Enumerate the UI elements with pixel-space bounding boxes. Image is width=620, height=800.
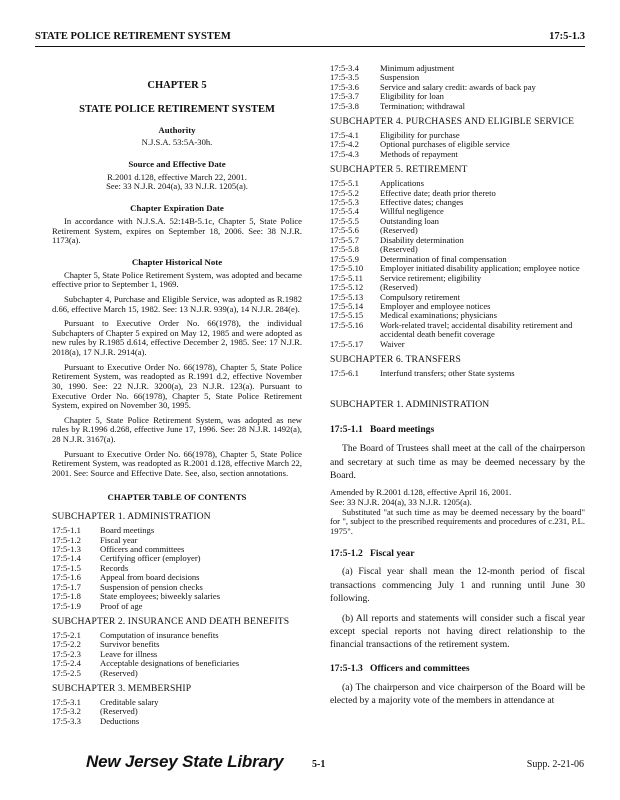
source-line-1: R.2001 d.128, effective March 22, 2001. [107, 171, 247, 182]
toc-section-number: 17:5-5.9 [330, 253, 359, 264]
history-paragraph: Subchapter 4, Purchase and Eligible Service, was adopted as R.1982 d.66, effective March 15, 1982. See: 13 N.J.R. 939(a), 14 N.J.R. 284(e). [52, 293, 302, 314]
toc-section-number: 17:5-1.3 [52, 543, 81, 554]
history-paragraph: Chapter 5, State Police Retirement System, was adopted as new rules by R.1996 d.268, effective June 17, 1996. See: 28 N.J.R. 1492(a), 28 N.J.R. 3167(a). [52, 414, 302, 444]
page-number: 5-1 [312, 759, 326, 770]
toc-section-number: 17:5-5.3 [330, 197, 359, 207]
toc-section-number: 17:5-5.4 [330, 206, 359, 217]
section-text: (b) All reports and statements will consider such a fiscal year except special reports not having direct relationship to the financial transactions of the retirement system. [330, 612, 585, 651]
toc-section-number: 17:5-3.7 [330, 91, 359, 102]
toc-section-number: 17:5-3.4 [330, 63, 359, 73]
toc-section-title: (Reserved) [380, 225, 418, 236]
toc-section-number: 17:5-5.17 [330, 338, 364, 349]
toc-section-title: Acceptable designations of beneficiaries [100, 658, 240, 669]
section-17-5-1-2-heading [330, 549, 585, 560]
toc-section-number: 17:5-2.1 [52, 629, 81, 640]
library-watermark: New Jersey State Library [86, 752, 284, 771]
expiration-text: In accordance with N.J.S.A. 52:14B-5.1c, Chapter 5, State Police Retirement System, expires on September 18, 2006. See: 38 N.J.R. 1173(a). [52, 215, 302, 246]
toc-section-number: 17:5-5.14 [330, 300, 364, 311]
toc-list [52, 526, 302, 611]
history-paragraph: Chapter 5, State Police Retirement System, was adopted and became effective prior to September 1, 1969. [52, 269, 302, 290]
toc-section-title: Certifying officer (employer) [100, 553, 201, 564]
toc-section-title: Records [100, 562, 129, 573]
toc-section-number: 17:5-3.3 [52, 715, 81, 726]
toc-section-title: Effective dates; changes [380, 197, 464, 207]
toc-section-title: Effective date; death prior thereto [380, 187, 496, 198]
toc-section-number: 17:5-3.2 [52, 706, 81, 717]
toc-section-number: 17:5-5.1 [330, 178, 359, 189]
toc-list [330, 131, 585, 159]
source-line-2: See: 33 N.J.R. 204(a), 33 N.J.R. 1205(a). [106, 181, 248, 192]
subchapter-1-heading: SUBCHAPTER 1. ADMINISTRATION [330, 399, 490, 411]
toc-section-number: 17:5-6.1 [330, 367, 359, 378]
section-title: Fiscal year [369, 547, 415, 559]
toc-subchapter-6-title: SUBCHAPTER 6. TRANSFERS [330, 354, 461, 366]
toc-section-title: Eligibility for loan [380, 91, 444, 102]
toc-section-title: Medical examinations; physicians [380, 310, 497, 321]
toc-section-title: Officers and committees [100, 543, 185, 554]
toc-section-title: (Reserved) [380, 282, 418, 293]
toc-section-title: Minimum adjustment [380, 63, 455, 73]
toc-section-number: 17:5-2.3 [52, 648, 81, 659]
toc-section-number: 17:5-4.2 [330, 139, 359, 150]
toc-section-number: 17:5-5.16 [330, 319, 364, 330]
toc-section-number: 17:5-5.5 [330, 215, 359, 226]
toc-section-title: Fiscal year [100, 534, 138, 545]
toc-section-title: Service retirement; eligibility [380, 272, 482, 283]
toc-section-number: 17:5-5.15 [330, 310, 364, 321]
toc-section-number: 17:5-5.6 [330, 225, 359, 236]
section-17-5-1-3-heading [330, 664, 585, 675]
toc-section-title: Service and salary credit: awards of back pay [380, 81, 536, 92]
history-paragraph: Pursuant to Executive Order No. 66(1978), Chapter 5, State Police Retirement System, was readopted as R.1991 d.2, effective November 30, 1990. See: 22 N.J.R. 3200(a), 23 N.J.R. 123(a). Pursuant to Executive Order No. 66(1978), Chapter 5, State Police Retirement System, expired on November 30, 1995. [52, 361, 302, 411]
toc-section-number: 17:5-2.4 [52, 658, 81, 669]
expiration-heading: Chapter Expiration Date [130, 203, 224, 214]
right-column [330, 64, 585, 707]
chapter-title: STATE POLICE RETIREMENT SYSTEM [79, 103, 275, 115]
toc-section-title: Suspension [380, 72, 420, 83]
authority-text: N.J.S.A. 53:5A-30h. [141, 137, 213, 148]
section-title: Officers and committees [369, 662, 470, 674]
toc-section-number: 17:5-4.3 [330, 148, 359, 159]
toc-section-number: 17:5-5.10 [330, 263, 364, 274]
toc-section-number: 17:5-5.8 [330, 244, 359, 255]
toc-section-title: Leave for illness [100, 648, 158, 659]
header-section-number: 17:5-1.3 [549, 31, 585, 42]
toc-section-title: Survivor benefits [100, 639, 160, 650]
source-heading: Source and Effective Date [128, 158, 226, 169]
toc-subchapter-2-title: SUBCHAPTER 2. INSURANCE AND DEATH BENEFITS [52, 616, 290, 628]
toc-section-title: Suspension of pension checks [100, 581, 203, 592]
toc-section-number: 17:5-5.12 [330, 282, 364, 293]
header-title: STATE POLICE RETIREMENT SYSTEM [35, 31, 231, 42]
toc-section-number: 17:5-5.2 [330, 187, 359, 198]
toc-list [330, 64, 585, 111]
left-column [52, 66, 302, 726]
toc-section-title: Proof of age [100, 600, 143, 611]
toc-section-title: Creditable salary [100, 696, 159, 707]
toc-section-number: 17:5-2.5 [52, 667, 81, 678]
section-17-5-1-1-heading [330, 425, 585, 436]
toc-section-number: 17:5-4.1 [330, 130, 359, 140]
toc-section-number: 17:5-5.7 [330, 234, 359, 245]
toc-section-title: Eligibility for purchase [380, 130, 460, 140]
section-number: 17:5-1.2 [330, 547, 363, 559]
toc-subchapter-5-title: SUBCHAPTER 5. RETIREMENT [330, 164, 468, 176]
toc-section-title: Board meetings [100, 525, 155, 536]
toc-section-number: 17:5-1.4 [52, 553, 81, 564]
history-heading: Chapter Historical Note [131, 256, 223, 267]
toc-section-number: 17:5-1.8 [52, 591, 81, 602]
toc-section-title: Optional purchases of eligible service [380, 139, 510, 150]
toc-section-number: 17:5-1.2 [52, 534, 81, 545]
toc-section-number: 17:5-1.7 [52, 581, 81, 592]
section-title: Board meetings [369, 424, 435, 436]
toc-section-number: 17:5-3.6 [330, 81, 359, 92]
toc-section-title: Appeal from board decisions [100, 572, 200, 583]
amendment-note: Substituted "at such time as may be deemed necessary by the board" for ", subject to the prescribed requirements and procedures of c.231, P.L. 1975". [330, 506, 585, 536]
toc-section-title: Willful negligence [380, 206, 444, 217]
toc-section-title: Disability determination [380, 234, 464, 245]
toc-subchapter-1-title: SUBCHAPTER 1. ADMINISTRATION [52, 511, 211, 523]
toc-section-number: 17:5-1.1 [52, 525, 81, 536]
amendment-line: Amended by R.2001 d.128, effective April 16, 2001. [330, 487, 512, 498]
toc-section-title: (Reserved) [380, 244, 418, 255]
history-paragraph: Pursuant to Executive Order No. 66(1978), the individual Subchapters of Chapter 5 expired on May 12, 1985 and were adopted as new rules by R.1985 d.614, effective December 2, 1985. See: 17 N.J.R. 2018(a), 17 N.J.R. 2914(a). [52, 318, 302, 357]
toc-section-title: (Reserved) [100, 667, 138, 678]
toc-section-title: Methods of repayment [380, 148, 458, 159]
toc-section-number: 17:5-3.8 [330, 100, 359, 111]
toc-subchapter-3-title: SUBCHAPTER 3. MEMBERSHIP [52, 683, 192, 695]
authority-heading: Authority [158, 124, 196, 135]
toc-heading: CHAPTER TABLE OF CONTENTS [107, 491, 247, 502]
toc-section-title: Compulsory retirement [380, 291, 460, 302]
toc-list [52, 631, 302, 678]
toc-list [52, 698, 302, 726]
toc-subchapter-4-title: SUBCHAPTER 4. PURCHASES AND ELIGIBLE SERVICE [330, 116, 575, 128]
running-header [35, 30, 585, 47]
toc-section-title: Employer initiated disability application; employee notice [380, 263, 580, 274]
toc-section-number: 17:5-1.5 [52, 562, 81, 573]
toc-section-title: Waiver [380, 338, 405, 349]
toc-section-title: State employees; biweekly salaries [100, 591, 221, 602]
toc-section-title: Employer and employee notices [380, 300, 491, 311]
toc-section-title: Computation of insurance benefits [100, 629, 219, 640]
history-paragraph: Pursuant to Executive Order No. 66(1978), Chapter 5, State Police Retirement System, was readopted as R.2001 d.128, effective March 22, 2001. See: Source and Effective Date. See, also, section annotations. [52, 448, 302, 478]
toc-list [330, 369, 585, 378]
toc-section-number: 17:5-5.13 [330, 291, 364, 302]
toc-section-title: Termination; withdrawal [380, 100, 466, 111]
toc-section-number: 17:5-5.11 [330, 272, 363, 283]
toc-section-title: Outstanding loan [380, 215, 439, 226]
section-text: (a) The chairperson and vice chairperson of the Board will be elected by a majority vote of the members in attendance at [330, 681, 585, 706]
toc-section-title: Applications [380, 178, 424, 189]
section-number: 17:5-1.1 [330, 424, 363, 436]
toc-section-title: Interfund transfers; other State systems [380, 367, 515, 378]
toc-section-number: 17:5-3.1 [52, 696, 81, 707]
toc-section-number: 17:5-1.9 [52, 600, 81, 611]
section-number: 17:5-1.3 [330, 662, 363, 674]
chapter-number: CHAPTER 5 [147, 80, 207, 91]
toc-section-title: Work-related travel; accidental disability retirement and accidental death benefit coverage [380, 319, 573, 340]
toc-section-title: Determination of final compensation [380, 253, 507, 264]
toc-section-title: (Reserved) [100, 706, 138, 717]
supplement-date: Supp. 2-21-06 [526, 759, 584, 770]
amendment-line: See: 33 N.J.R. 204(a), 33 N.J.R. 1205(a). [330, 497, 472, 508]
section-text: The Board of Trustees shall meet at the call of the chairperson and secretary at such time as may be deemed necessary by the Board. [330, 443, 585, 481]
toc-list [330, 179, 585, 349]
toc-section-title: Deductions [100, 715, 140, 726]
section-text: (a) Fiscal year shall mean the 12-month period of fiscal transactions commencing July 1 and running until June 30 following. [330, 566, 585, 605]
toc-section-number: 17:5-2.2 [52, 639, 81, 650]
toc-section-number: 17:5-1.6 [52, 572, 81, 583]
toc-section-number: 17:5-3.5 [330, 72, 359, 83]
